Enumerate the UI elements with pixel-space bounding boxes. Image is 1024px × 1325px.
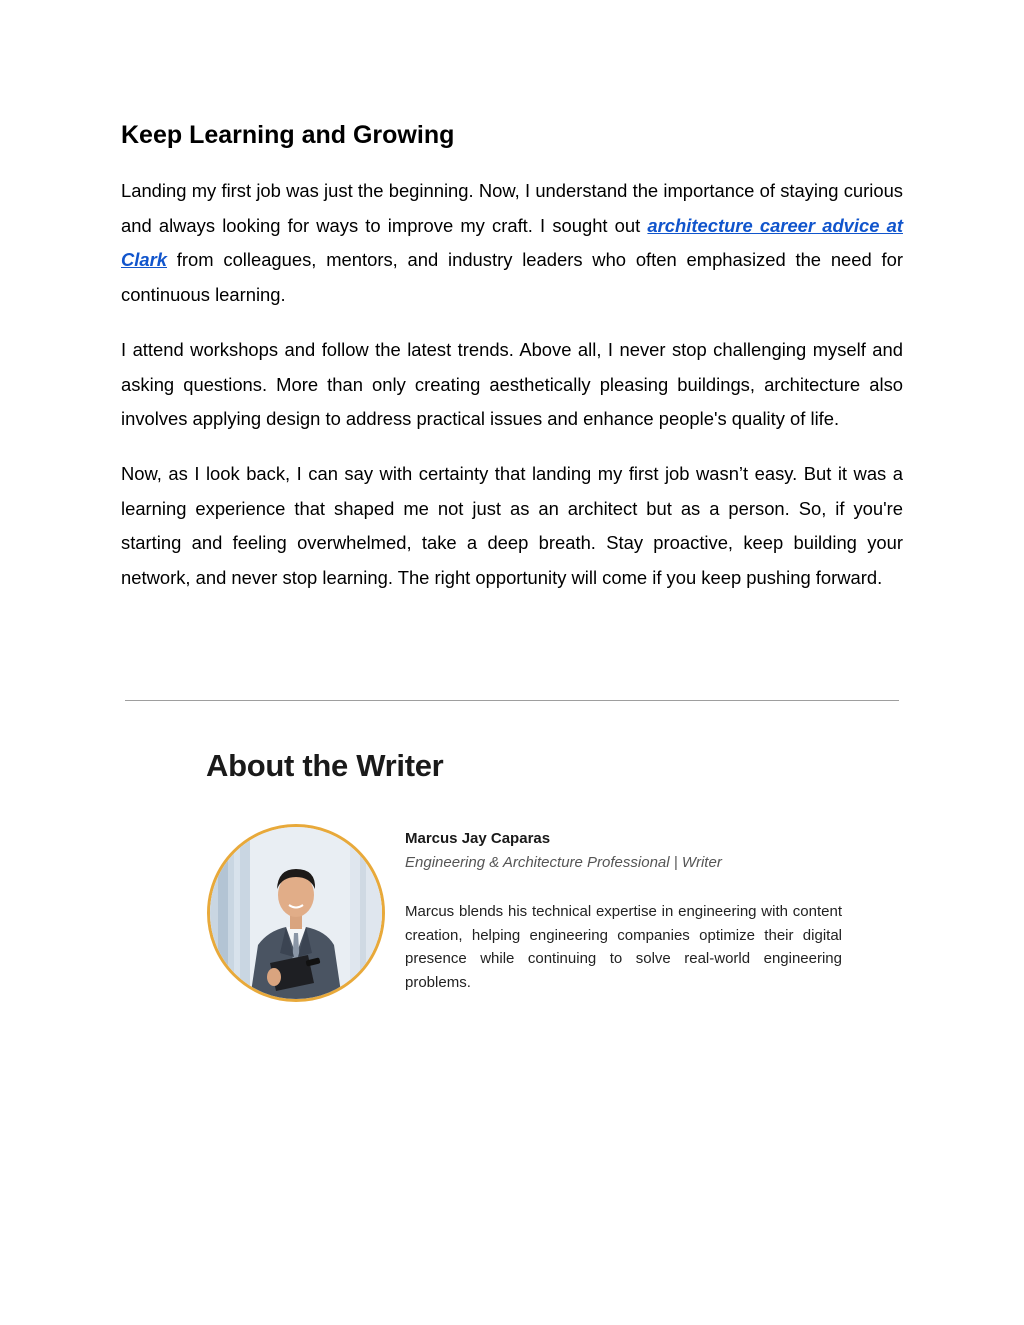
writer-role: Engineering & Architecture Professional | Writer [405, 854, 722, 871]
section-heading: Keep Learning and Growing [121, 121, 455, 149]
architecture-career-advice-link[interactable]: architecture career advice at Clark [121, 214, 903, 271]
writer-avatar [207, 824, 385, 1002]
paragraph-1 [121, 174, 903, 313]
writer-bio: Marcus blends his technical expertise in engineering with content creation, helping engineering companies optimize their digital presence while continuing to solve real-world engineering problems. [405, 903, 842, 991]
paragraph-2: I attend workshops and follow the latest trends. Above all, I never stop challenging myself and asking questions. More than only creating aesthetically pleasing buildings, architecture also involves applying design to address practical issues and enhance people's quality of life. [121, 338, 903, 430]
paragraph-1-before-link: Landing my first job was just the beginning. Now, I understand the importance of staying curious and always looking for ways to improve my craft. I sought out [121, 180, 903, 236]
paragraph-1-after-link: from colleagues, mentors, and industry leaders who often emphasized the need for continuous learning. [121, 249, 903, 306]
person-portrait-icon [210, 827, 382, 999]
article-body [121, 118, 903, 616]
writer-name: Marcus Jay Caparas [405, 830, 551, 847]
about-writer-title: About the Writer [206, 748, 444, 783]
paragraph-3: Now, as I look back, I can say with certainty that landing my first job wasn’t easy. But it was a learning experience that shaped me not just as an architect but as a person. So, if you're starting and feeling overwhelmed, take a deep breath. Stay proactive, keep building your network, and never stop learning. The right opportunity will come if you keep pushing forward. [121, 462, 903, 589]
section-divider [125, 700, 899, 701]
